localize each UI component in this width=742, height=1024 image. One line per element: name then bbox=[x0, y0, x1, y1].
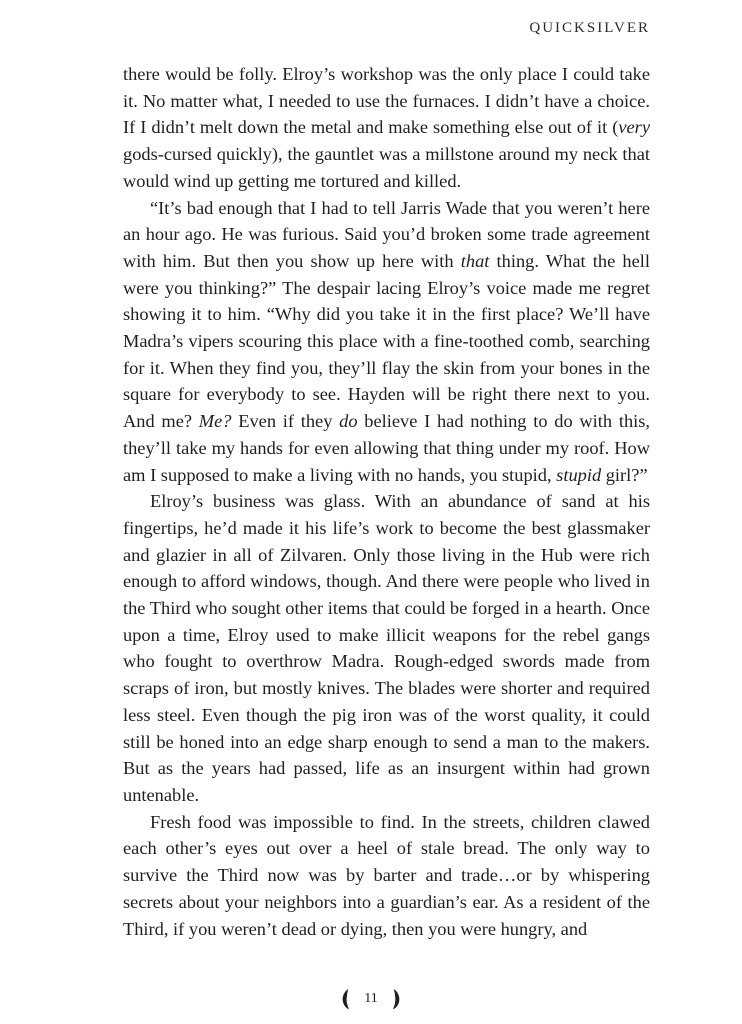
paragraph-1 bbox=[123, 61, 650, 195]
right-ornament-icon bbox=[391, 988, 401, 1010]
body-text bbox=[123, 61, 650, 942]
page-number: 11 bbox=[364, 991, 378, 1006]
emphasis-text: Me? bbox=[198, 411, 232, 432]
text-run: Elroy’s business was glass. With an abundance of sand at his fingertips, he’d made it his life’s work to become the best glassmaker and glazier in all of Zilvaren. Only those living in the Hub were rich enough to afford windows, though. And there were people who lived in the Third who sought other items that could be forged in a hearth. Once upon a time, Elroy used to make illicit weapons for the rebel gangs who fought to overthrow Madra. Rough-edged swords made from scraps of iron, but mostly knives. The blades were shorter and required less steel. Even though the pig iron was of the worst quality, it could still be honed into an edge sharp enough to send a man to the makers. But as the years had passed, life as an insurgent within had grown untenable. bbox=[123, 491, 650, 805]
page-folio bbox=[0, 988, 742, 1010]
text-run: believe I had nothing to do with this, they’ll take my hands for even allowing that thing under my roof. How am I supposed to make a living with no hands, you stupid, bbox=[123, 411, 651, 485]
emphasis-text: stupid bbox=[556, 464, 602, 485]
text-run: “It’s bad enough that I had to tell Jarris Wade that you weren’t here an hour ago. He was furious. Said you’d broken some trade agreement with him. But then you show up here with bbox=[123, 197, 650, 271]
text-run: thing. What the hell were you thinking?” The despair lacing Elroy’s voice made me regret showing it to him. “Why did you take it in the first place? We’ll have Madra’s vipers scouring this place with a fine-toothed comb, searching for it. When they find you, they’ll flay the skin from your bones in the square for everybody to see. Hayden will be right there next to you. And me? bbox=[123, 250, 650, 432]
text-run: gods-cursed quickly), the gauntlet was a millstone around my neck that would wind up getting me tortured and killed. bbox=[123, 144, 650, 191]
text-run: girl?” bbox=[601, 464, 648, 485]
text-run: Fresh food was impossible to find. In the streets, children clawed each other’s eyes out over a heel of stale bread. The only way to survive the Third now was by barter and trade…or by whispering secrets about your neighbors into a guardian’s ear. As a resident of the Third, if you weren’t dead or dying, then you were hungry, and bbox=[123, 811, 650, 939]
left-ornament-icon bbox=[341, 988, 351, 1010]
paragraph-3 bbox=[123, 488, 650, 808]
text-run: Even if they bbox=[231, 411, 340, 432]
emphasis-text: very bbox=[618, 117, 650, 138]
emphasis-text: that bbox=[460, 250, 490, 271]
paragraph-4 bbox=[123, 809, 650, 943]
paragraph-2 bbox=[123, 195, 650, 489]
text-run: there would be folly. Elroy’s workshop was the only place I could take it. No matter what, I needed to use the furnaces. I didn’t have a choice. If I didn’t melt down the metal and make something else out of it ( bbox=[123, 64, 650, 138]
running-head: QUICKSILVER bbox=[529, 20, 650, 36]
emphasis-text: do bbox=[339, 411, 358, 432]
